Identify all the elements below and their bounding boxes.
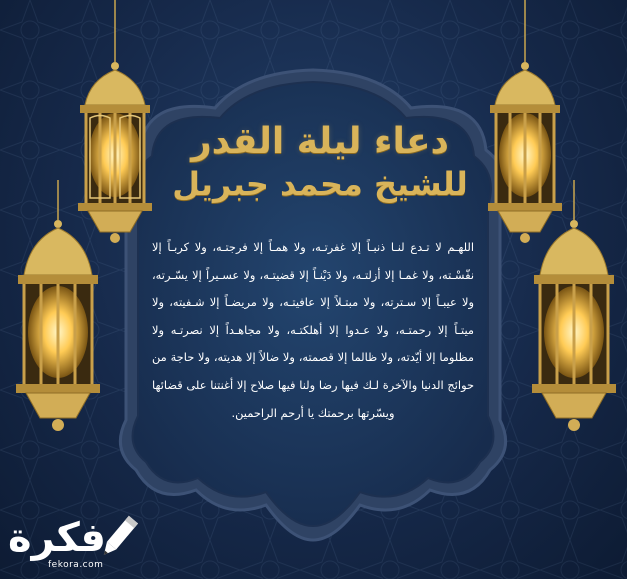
- prayer-text: اللهـم لا تـدع لنـا ذنبـاً إلا غفرتـه، ولا همـاً إلا فرجتـه، ولا كربـاً إلا نفّسْـته، ولا غمـا إلا أزلتـه، ولا دَيْنـاً إلا قضيتـه، ولا عسـيراً إلا يسّـرته، ولا عيبـاً إلا سـترته، ولا مبتـلاً إلا عافيتـه، ولا مريضـاً إلا شـفيته، ولا ميتـاً إلا رحمتـه، ولا عـدوا إلا أهلكتـه، ولا مجاهـداً إلا نصرتـه ولا مظلوما إلا أيّدته، ولا ظالما إلا قصمته، ولا ضالاً إلا هديته، ولا حاجة من حوائج الدنيا والآخرة لـك فيها رضا ولنا فيها صلاح إلا أغنتنا على قضائها ويسّرتها برحمتك يا أرحم الراحمين.: [152, 240, 474, 420]
- title-block: [170, 120, 470, 204]
- title-line-2: للشيخ محمد جبريل: [172, 165, 468, 203]
- lantern-icon: [518, 180, 627, 440]
- site-logo: [2, 512, 152, 574]
- pencil-icon: [94, 512, 142, 564]
- logo-text: فكرة: [8, 515, 106, 561]
- lantern-icon: [0, 180, 115, 440]
- logo-subtext: fekora.com: [48, 560, 104, 570]
- title-line-1: دعاء ليلة القدر: [190, 121, 450, 162]
